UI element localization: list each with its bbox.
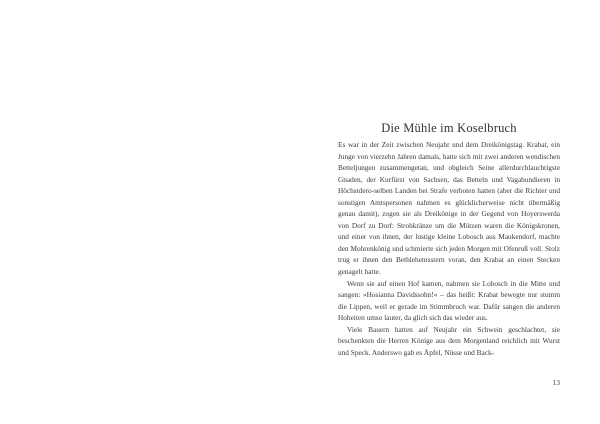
paragraph: Wenn sie auf einen Hof kamen, nahmen sie Lobosch in die Mitte und sangen: »Hosianna Davidssohn!« – das heißt: Krabat bewegte nur stumm die Lippen, weil er gerade im Stimmbruch war. Dafür sangen die anderen Hoheiten umso lauter, da glich sich das wieder aus.	[338, 278, 560, 323]
chapter-title: Die Mühle im Koselbruch	[381, 121, 517, 135]
body-text	[338, 139, 560, 358]
paragraph: Viele Bauern hatten auf Neujahr ein Schwein geschlachtet, sie beschenkten die Herren Könige aus dem Morgenland reichlich mit Wurst und Speck. Anderswo gab es Äpfel, Nüsse und Back-	[338, 324, 560, 357]
paragraph: Es war in der Zeit zwischen Neujahr und dem Dreikönigstag. Krabat, ein Junge von vierzehn Jahren damals, hatte sich mit zwei anderen wendischen Betteljungen zusammengetan, und obgleich Seine allerdurchlauchtigste Gnaden, der Kurfürst von Sachsen, das Betteln und Vagabundieren in Höchstdero-selben Landen bei Strafe verboten hatten (aber die Richter und sonstigen Amtspersonen nahmen es glücklicherweise nicht übermäßig genau damit), zogen sie als Dreikönige in der Gegend von Hoyerswerda von Dorf zu Dorf: Strohkränze um die Mützen waren die Königskronen, und einer von ihnen, der lustige kleine Lobosch aus Maukendorf, machte den Mohrenkönig und schmierte sich jeden Morgen mit Ofenruß voll. Stolz trug er ihnen den Bethlehemsstern voran, den Krabat an einen Stecken genagelt hatte.	[338, 140, 560, 277]
page-number: 13	[552, 378, 560, 387]
